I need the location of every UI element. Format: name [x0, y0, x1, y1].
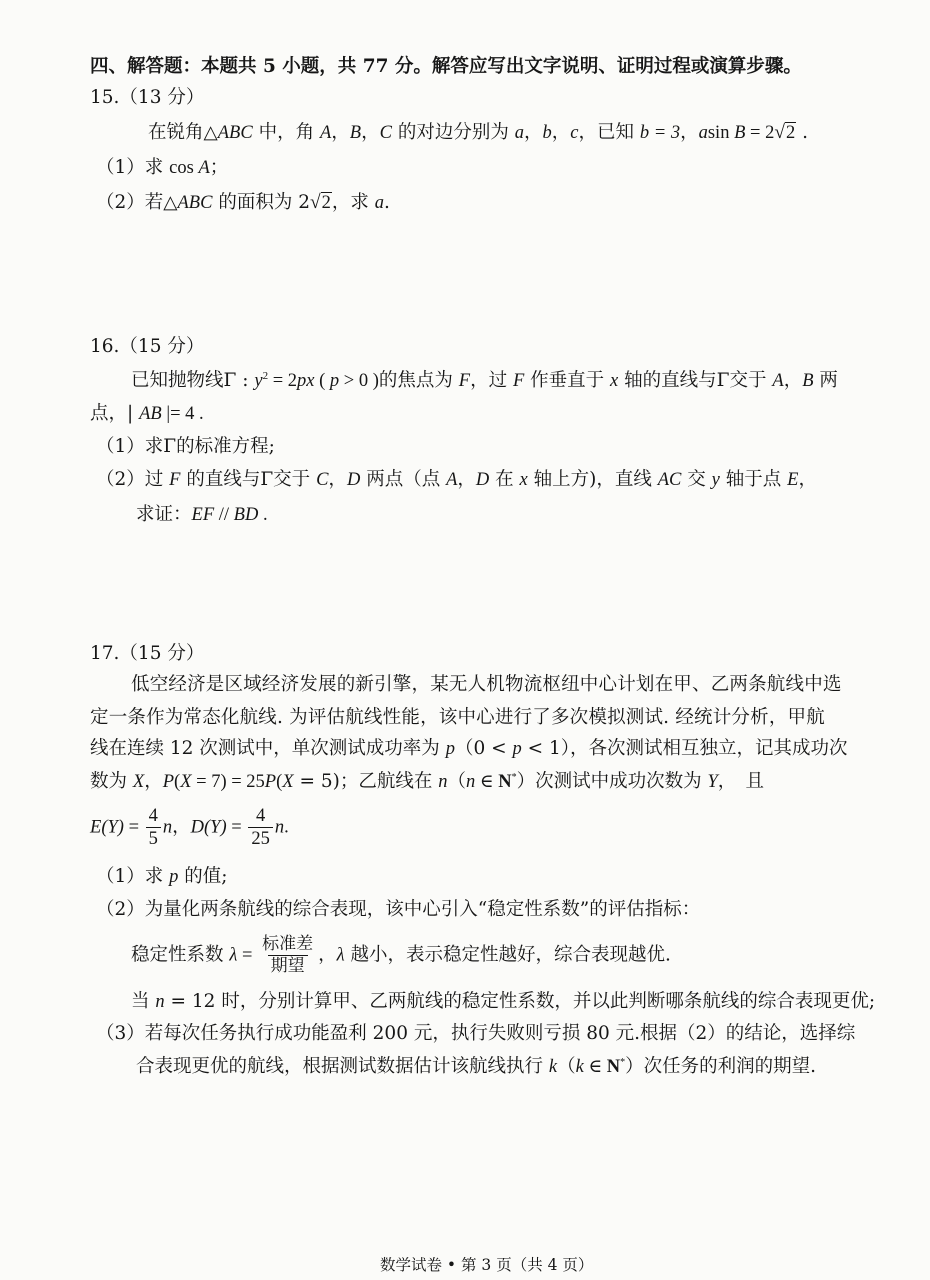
problem-17-number: 17.（15 分） [90, 643, 205, 664]
problem-15-question-2: （2）若△ABC 的面积为 2√2，求 a. [96, 192, 390, 213]
fraction-four-fifths: $\frac{4}{5}$ [146, 806, 161, 850]
problem-17-stem-line-4: 数为 X，P(X = 7) = 25P(X = 5)；乙航线在 n（n ∈ N*）次测试中成功次数为 Y， 且 [90, 771, 765, 793]
problem-17-question-3-line-2: 合表现更优的航线，根据测试数据估计该航线执行 k（k ∈ N*）次任务的利润的期望. [136, 1056, 817, 1078]
fraction-stability-coefficient: $\frac{\text{标准差}}{\text{期望}}$ [262, 934, 314, 976]
problem-16-question-2: （2）过 F 的直线与Γ交于 C，D 两点（点 A，D 在 x 轴上方)，直线 AC 交 y 轴于点 E， [96, 469, 817, 490]
problem-16-question-1: （1）求Γ的标准方程; [96, 436, 275, 457]
problem-17-definition: 稳定性系数 λ = $\frac{\text{标准差}}{\text{期望}}$ ，λ 越小，表示稳定性越好，综合表现越优. [131, 934, 671, 976]
problem-17-stem-line-2: 定一条作为常态化航线. 为评估航线性能，该中心进行了多次模拟测试. 经统计分析，甲航 [90, 707, 825, 728]
problem-16-stem-line-2: 点，| AB |= 4 . [90, 403, 204, 424]
fraction-four-twentyfifths: $\frac{4}{25}$ [248, 806, 273, 850]
problem-17-question-2: （2）为量化两条航线的综合表现，该中心引入“稳定性系数”的评估指标： [96, 899, 701, 920]
problem-15-question-1: （1）求 cos A； [96, 157, 229, 178]
problem-17-stem-line-5: E(Y) = $\frac{4}{5}$ n，D(Y) = $\frac{4}{25}$ n. [90, 806, 289, 850]
problem-16-number: 16.（15 分） [90, 336, 205, 357]
problem-15-stem: 在锐角△ABC 中，角 A，B，C 的对边分别为 a，b，c，已知 b = 3，asin B = 2√2 . [148, 122, 808, 143]
problem-17-stem-line-3: 线在连续 12 次测试中，单次测试成功率为 p（0 < p < 1），各次测试相互独立，记其成功次 [90, 738, 848, 759]
section-heading: 四、解答题：本题共 5 小题，共 77 分。解答应写出文字说明、证明过程或演算步骤。 [90, 56, 802, 77]
problem-16-question-2-proof: 求证：EF // BD . [136, 504, 268, 525]
problem-17-question-3-line-1: （3）若每次任务执行成功能盈利 200 元，执行失败则亏损 80 元.根据（2）的结论，选择综 [96, 1023, 856, 1044]
problem-17-question-1: （1）求 p 的值; [96, 866, 228, 887]
page-footer: 数学试卷 • 第 3 页（共 4 页） [380, 1256, 594, 1274]
problem-17-stem-line-1: 低空经济是区域经济发展的新引擎，某无人机物流枢纽中心计划在甲、乙两条航线中选 [131, 674, 842, 695]
problem-16-stem-line-1: 已知抛物线Γ : $y^2 = 2px$ ( p > 0 )的焦点为 F，过 F 作垂直于 x 轴的直线与Γ交于 A，B 两 [131, 370, 838, 392]
problem-15-number: 15.（13 分） [90, 87, 205, 108]
problem-17-question-2-condition: 当 n = 12 时，分别计算甲、乙两航线的稳定性系数，并以此判断哪条航线的综合表现更优; [131, 991, 876, 1012]
